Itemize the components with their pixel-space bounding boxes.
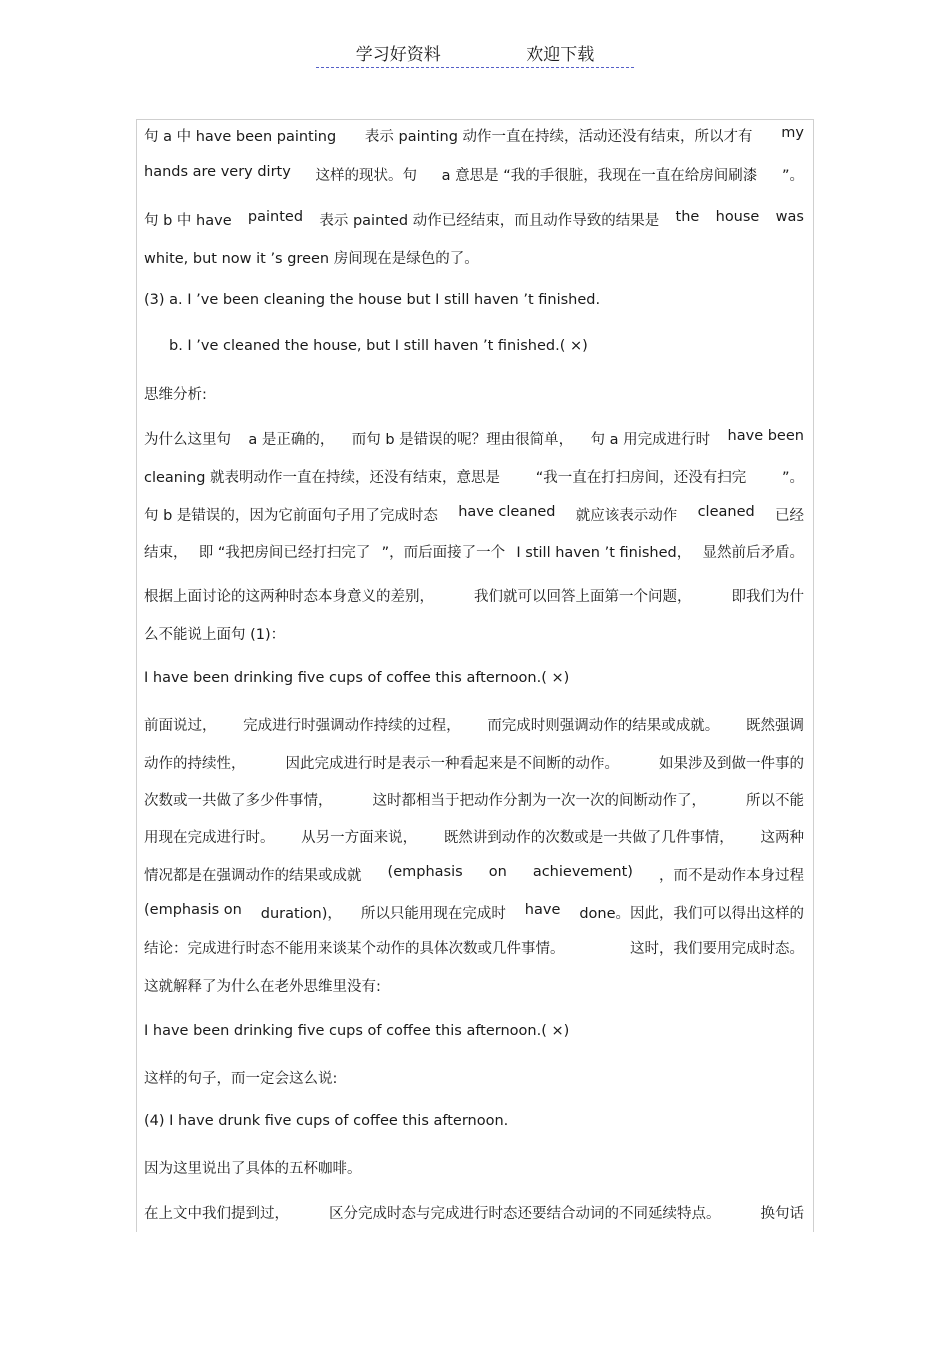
text-line [144,902,804,923]
text-line [144,1023,804,1039]
text-segment: 换句话 [760,1206,804,1222]
text-segment: 前面说过， [144,718,217,734]
header-left-text: 学习好资料 [355,45,441,65]
text-segment: ，而不是动作本身过程 [658,868,804,884]
text-segment: (4) I have drunk five cups of coffee this afternoon. [144,1113,509,1129]
text-segment: 因为这里说出了具体的五杯咖啡。 [144,1161,362,1177]
text-segment: 这样的句子，而一定会这么说: [144,1071,338,1087]
text-segment: 而句 b 是错误的呢？理由很简单， [351,432,574,448]
text-line [144,937,804,958]
text-segment: on [488,864,507,880]
text-segment: 这样的现状。句 [315,168,417,184]
text-segment: 这时，我们要用完成时态。 [630,941,804,957]
text-segment: achievement) [532,864,633,880]
text-segment: 而完成时则强调动作的结果或成就。 [487,718,720,734]
text-segment: 么不能说上面句 (1)： [144,627,286,643]
text-segment: 表示 painting 动作一直在持续，活动还没有结束，所以才有 [364,129,753,145]
text-line [144,541,804,562]
text-line [144,864,804,885]
text-segment: have been [727,428,804,444]
text-segment: a 是正确的， [248,432,335,448]
text-line [144,714,804,735]
text-segment: 思维分析: [144,387,207,403]
text-segment: 结束， [144,545,188,561]
text-segment: 就应该表示动作 [575,508,678,524]
text-segment: 即我们为什 [731,589,804,605]
text-segment: the [675,209,700,225]
text-line [144,428,804,449]
header-underline [316,40,634,68]
text-segment: 根据上面讨论的这两种时态本身意义的差别， [144,589,434,605]
text-segment: I still haven ’t finished， [516,545,692,561]
text-segment: 即 “我把房间已经打扫完了 [198,545,371,561]
header-right-text: 欢迎下载 [526,45,595,65]
text-segment: 完成进行时强调动作持续的过程， [243,718,461,734]
text-line [144,504,804,525]
text-line [144,752,804,773]
text-segment: 这就解释了为什么在老外思维里没有: [144,979,381,995]
text-line [144,585,804,606]
text-segment: (emphasis [387,864,463,880]
text-segment: 句 b 中 have [144,213,232,229]
text-segment: 既然强调 [745,718,804,734]
text-segment: 显然前后矛盾。 [702,545,804,561]
text-segment: have cleaned [458,504,556,520]
text-line [144,1202,804,1223]
text-segment: 句 a 中 have been painting [144,129,337,145]
text-segment: 从另一方面来说， [301,830,418,846]
text-segment: (emphasis on [144,902,242,918]
text-line [144,338,814,354]
text-line [144,1113,804,1129]
text-segment: (3) a. I ’ve been cleaning the house but I still haven ’t finished. [144,292,601,308]
text-segment: 句 b 是错误的，因为它前面句子用了完成时态 [144,508,438,524]
text-line [144,125,804,146]
text-line [144,383,804,404]
text-segment: b. I ’ve cleaned the house, but I still haven ’t finished.( ×) [169,338,588,354]
text-segment: duration)， [260,906,342,922]
text-segment: 表示 painted 动作已经结束，而且动作导致的结果是 [319,213,660,229]
text-segment: house [715,209,760,225]
text-line [144,209,804,230]
document-body [136,119,814,1232]
text-segment: 用现在完成进行时。 [144,830,275,846]
text-line [144,826,804,847]
text-segment: 句 a 用完成进行时 [590,432,711,448]
text-line [144,623,804,644]
text-segment: 这时都相当于把动作分割为一次一次的间断动作了， [372,793,706,809]
text-segment: I have been drinking five cups of coffee this afternoon.( ×) [144,1023,570,1039]
text-segment: 结论：完成进行时态不能用来谈某个动作的具体次数或几件事情。 [144,941,565,957]
text-segment: 区分完成时态与完成进行时态还要结合动词的不同延续特点。 [329,1206,721,1222]
text-segment: 所以不能 [746,793,804,809]
text-segment: 情况都是在强调动作的结果或成就 [144,868,362,884]
text-segment: cleaned [697,504,755,520]
text-line [144,164,804,185]
text-segment: cleaning 就表明动作一直在持续，还没有结束，意思是 [144,470,501,486]
text-line [144,292,804,308]
text-segment: ”。 [781,168,804,184]
text-segment: 已经 [774,508,804,524]
text-segment: 既然讲到动作的次数或是一共做了几件事情， [443,830,734,846]
text-line [144,670,804,686]
text-line [144,789,804,810]
text-line [144,247,804,268]
text-line [144,466,804,487]
text-segment: done。因此，我们可以得出这样的 [579,906,804,922]
text-segment: have [524,902,561,918]
text-segment: 因此完成进行时是表示一种看起来是不间断的动作。 [285,756,619,772]
text-segment: 动作的持续性， [144,756,246,772]
text-segment: “我一直在打扫房间，还没有扫完 [535,470,747,486]
text-segment: white, but now it ’s green 房间现在是绿色的了。 [144,251,479,267]
text-segment: ”，而后面接了一个 [381,545,506,561]
text-segment: 为什么这里句 [144,432,231,448]
text-segment: ”。 [781,470,804,486]
text-segment: painted [247,209,304,225]
text-segment: hands are very dirty [144,164,291,180]
text-segment: 次数或一共做了多少件事情， [144,793,333,809]
text-line [144,975,804,996]
text-line [144,1067,804,1088]
page-header [0,40,950,68]
text-segment: was [775,209,804,225]
text-segment: 这两种 [760,830,804,846]
text-segment: 我们就可以回答上面第一个问题， [474,589,692,605]
text-segment: 如果涉及到做一件事的 [659,756,804,772]
text-segment: my [781,125,804,141]
text-segment: 在上文中我们提到过， [144,1206,289,1222]
text-segment: 所以只能用现在完成时 [360,906,506,922]
text-line [144,1157,804,1178]
text-segment: a 意思是 “我的手很脏，我现在一直在给房间刷漆 [441,168,758,184]
text-segment: I have been drinking five cups of coffee this afternoon.( ×) [144,670,570,686]
